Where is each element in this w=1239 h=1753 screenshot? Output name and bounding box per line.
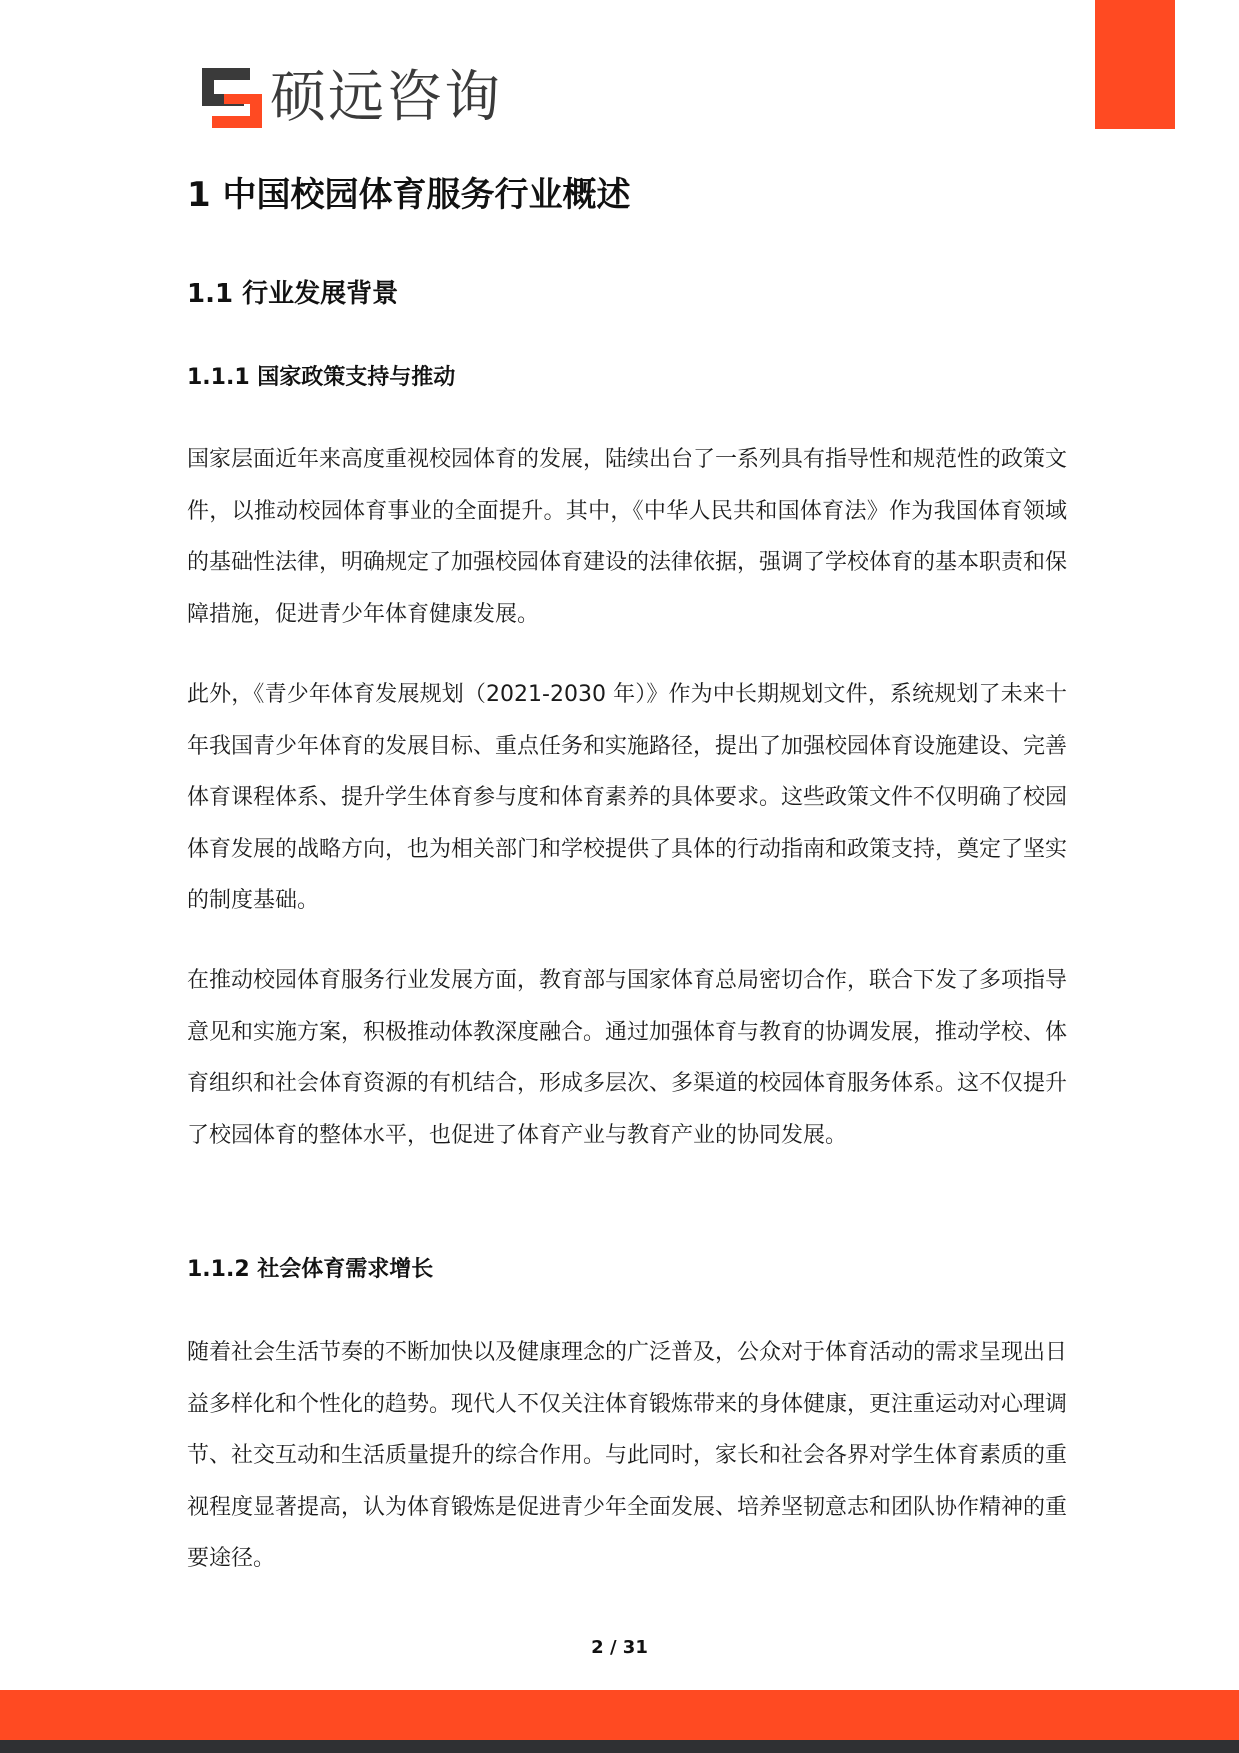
paragraph: 此外，《青少年体育发展规划（2021-2030 年）》作为中长期规划文件，系统规划了未来十年我国青少年体育的发展目标、重点任务和实施路径，提出了加强校园体育设施建设、完善体育课程体系、提升学生体育参与度和体育素养的具体要求。这些政策文件不仅明确了校园体育发展的战略方向，也为相关部门和学校提供了具体的行动指南和政策支持，奠定了坚实的制度基础。 bbox=[187, 682, 1068, 914]
chapter-heading: 1 中国校园体育服务行业概述 bbox=[187, 175, 631, 215]
section-heading: 1.1 行业发展背景 bbox=[187, 279, 399, 309]
paragraph: 在推动校园体育服务行业发展方面，教育部与国家体育总局密切合作，联合下发了多项指导意见和实施方案，积极推动体教深度融合。通过加强体育与教育的协调发展，推动学校、体育组织和社会体育资源的有机结合，形成多层次、多渠道的校园体育服务体系。这不仅提升了校园体育的整体水平，也促进了体育产业与教育产业的协同发展。 bbox=[187, 968, 1068, 1148]
paragraph: 随着社会生活节奏的不断加快以及健康理念的广泛普及，公众对于体育活动的需求呈现出日益多样化和个性化的趋势。现代人不仅关注体育锻炼带来的身体健康，更注重运动对心理调节、社交互动和生活质量提升的综合作用。与此同时，家长和社会各界对学生体育素质的重视程度显著提高，认为体育锻炼是促进青少年全面发展、培养坚韧意志和团队协作精神的重要途径。 bbox=[187, 1340, 1068, 1572]
corner-accent-tab bbox=[1095, 0, 1175, 129]
brand-name: 硕远咨询 bbox=[270, 65, 502, 130]
footer-dark-strip bbox=[0, 1740, 1239, 1753]
subsection-heading-demand: 1.1.2 社会体育需求增长 bbox=[187, 1257, 434, 1282]
subsection-heading-policy: 1.1.1 国家政策支持与推动 bbox=[187, 365, 456, 390]
footer-accent-band bbox=[0, 1690, 1239, 1740]
brand-header bbox=[202, 66, 502, 130]
s-block-logo-icon bbox=[202, 68, 262, 128]
paragraph: 国家层面近年来高度重视校园体育的发展，陆续出台了一系列具有指导性和规范性的政策文件，以推动校园体育事业的全面提升。其中，《中华人民共和国体育法》作为我国体育领域的基础性法律，明确规定了加强校园体育建设的法律依据，强调了学校体育的基本职责和保障措施，促进青少年体育健康发展。 bbox=[187, 447, 1068, 627]
page-number: 2 / 31 bbox=[591, 1637, 648, 1658]
